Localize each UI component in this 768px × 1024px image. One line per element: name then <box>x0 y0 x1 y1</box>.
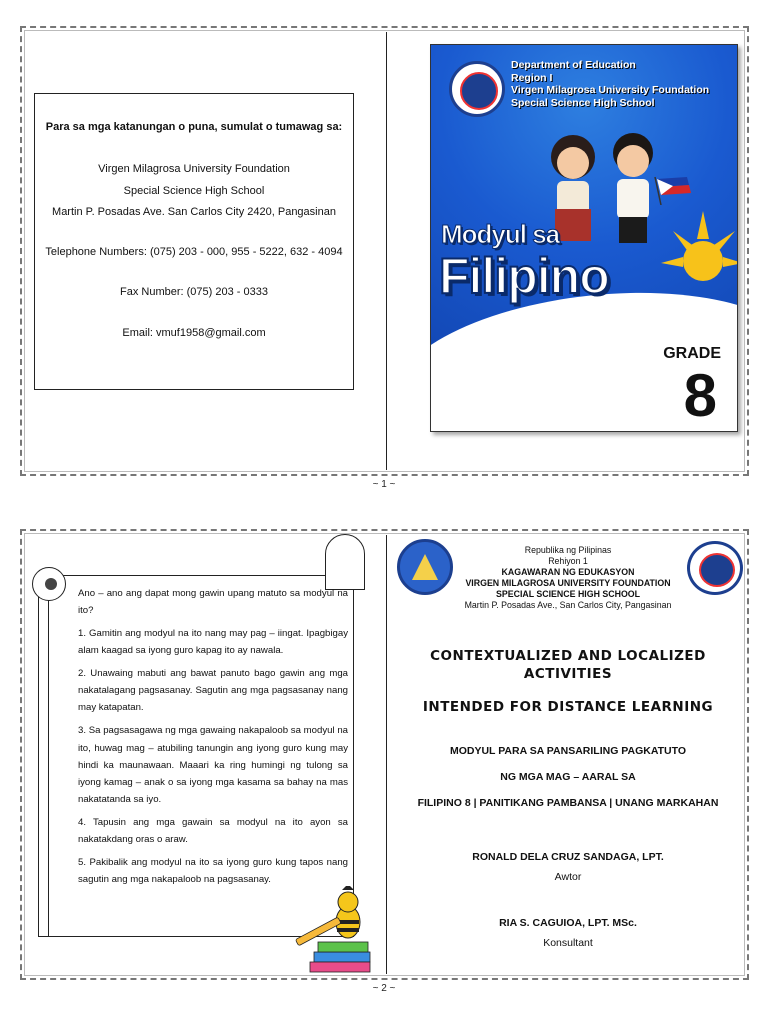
university-line: VIRGEN MILAGROSA UNIVERSITY FOUNDATION <box>465 577 671 588</box>
module-line: FILIPINO 8 | PANITIKANG PAMBANSA | UNANG MARKAHAN <box>417 797 719 809</box>
scroll-curl <box>325 534 365 590</box>
page-divider <box>386 32 387 470</box>
contact-line-school: Special Science High School <box>123 184 265 197</box>
cover-title-small: Modyul sa <box>441 219 560 249</box>
module-line: NG MGA MAG – AARAL SA <box>500 771 636 783</box>
consultant-name: RIA S. CAGUIOA, LPT. MSc. <box>499 917 637 929</box>
page-number-1: ~ 1 ~ <box>372 479 396 490</box>
consultant-role: Konsultant <box>543 937 593 949</box>
title-page <box>387 531 749 978</box>
cover-org-line: Special Science High School <box>511 96 655 109</box>
title-main <box>387 647 749 683</box>
page-1 <box>20 26 749 476</box>
instruction-item: 5. Pakibalik ang modyul na ito sa iyong guro kung tapos nang sagutin ang mga nakapaloob na pagsasanay. <box>78 856 348 885</box>
instruction-scroll <box>32 575 354 937</box>
module-line: MODYUL PARA SA PANSARILING PAGKATUTO <box>449 745 687 757</box>
instruction-item: 2. Unawaing mabuti ang bawat panuto bago gawin ang mga nakatalagang pagsasanay. Sagutin ang mga pagsasanay nang may katapatan. <box>78 668 348 714</box>
contact-line-address: Martin P. Posadas Ave. San Carlos City 2420, Pangasinan <box>52 205 336 218</box>
instruction-text <box>78 585 348 894</box>
contact-heading: Para sa mga katanungan o puna, sumulat o tumawag sa: <box>45 121 343 133</box>
title-page-header <box>447 545 689 611</box>
cover-org-line: Region I <box>511 71 553 84</box>
author-name: RONALD DELA CRUZ SANDAGA, LPT. <box>472 851 664 863</box>
instruction-item: 3. Sa pagsasagawa ng mga gawaing nakapaloob sa modyul na ito, huwag mag – atubiling tanungin ang iyong guro kung may hindi ka maunawaan. Maaari ka ring humingi ng tulong sa iyong kamag – anak o sa iyong mga kasama sa bahay na mas nakatatanda sa iyo. <box>78 725 348 805</box>
republic-line: Republika ng Pilipinas <box>524 545 612 555</box>
author-role: Awtor <box>554 871 582 883</box>
contact-telephone: Telephone Numbers: (075) 203 - 000, 955 - 5222, 632 - 4094 <box>45 246 343 259</box>
scroll-curl-left <box>32 567 66 601</box>
bee-with-books-icon <box>292 886 382 976</box>
instruction-intro: Ano – ano ang dapat mong gawin upang matuto sa modyul na ito? <box>78 588 348 617</box>
instruction-item: 4. Tapusin ang mga gawain sa modyul na ito ayon sa nakatakdang oras o araw. <box>78 816 348 845</box>
cover-org-line: Department of Education <box>511 59 636 71</box>
grade-number: 8 <box>683 362 717 429</box>
cover-org-line: Virgen Milagrosa University Foundation <box>511 84 710 97</box>
address-line: Martin P. Posadas Ave., San Carlos City, Pangasinan <box>464 599 672 610</box>
title-sub: INTENDED FOR DISTANCE LEARNING <box>422 699 714 715</box>
instruction-item: 1. Gamitin ang modyul na ito nang may pag – iingat. Ipagbigay alam kaagad sa iyong guro kapag ito ay nawala. <box>78 628 348 657</box>
page-2 <box>20 529 749 980</box>
cover-title-big: Filipino <box>439 248 609 304</box>
school-line: SPECIAL SCIENCE HIGH SCHOOL <box>495 588 641 599</box>
page-number-2: ~ 2 ~ <box>372 983 396 994</box>
title-line: CONTEXTUALIZED AND LOCALIZED <box>430 648 706 664</box>
vmuf-logo-icon <box>687 541 743 595</box>
module-cover <box>430 44 738 432</box>
grade-label: GRADE <box>663 345 721 362</box>
contact-line-university: Virgen Milagrosa University Foundation <box>98 163 290 176</box>
deped-line: KAGAWARAN NG EDUKASYON <box>501 566 635 577</box>
deped-seal-icon <box>449 61 505 117</box>
deped-logo-icon <box>397 539 453 595</box>
title-line: ACTIVITIES <box>523 666 613 683</box>
contact-fax: Fax Number: (075) 203 - 0333 <box>120 286 268 299</box>
cover-organization <box>511 59 709 109</box>
contact-box <box>34 93 354 390</box>
contact-email: Email: vmuf1958@gmail.com <box>122 326 266 339</box>
region-line: Rehiyon 1 <box>548 555 588 566</box>
